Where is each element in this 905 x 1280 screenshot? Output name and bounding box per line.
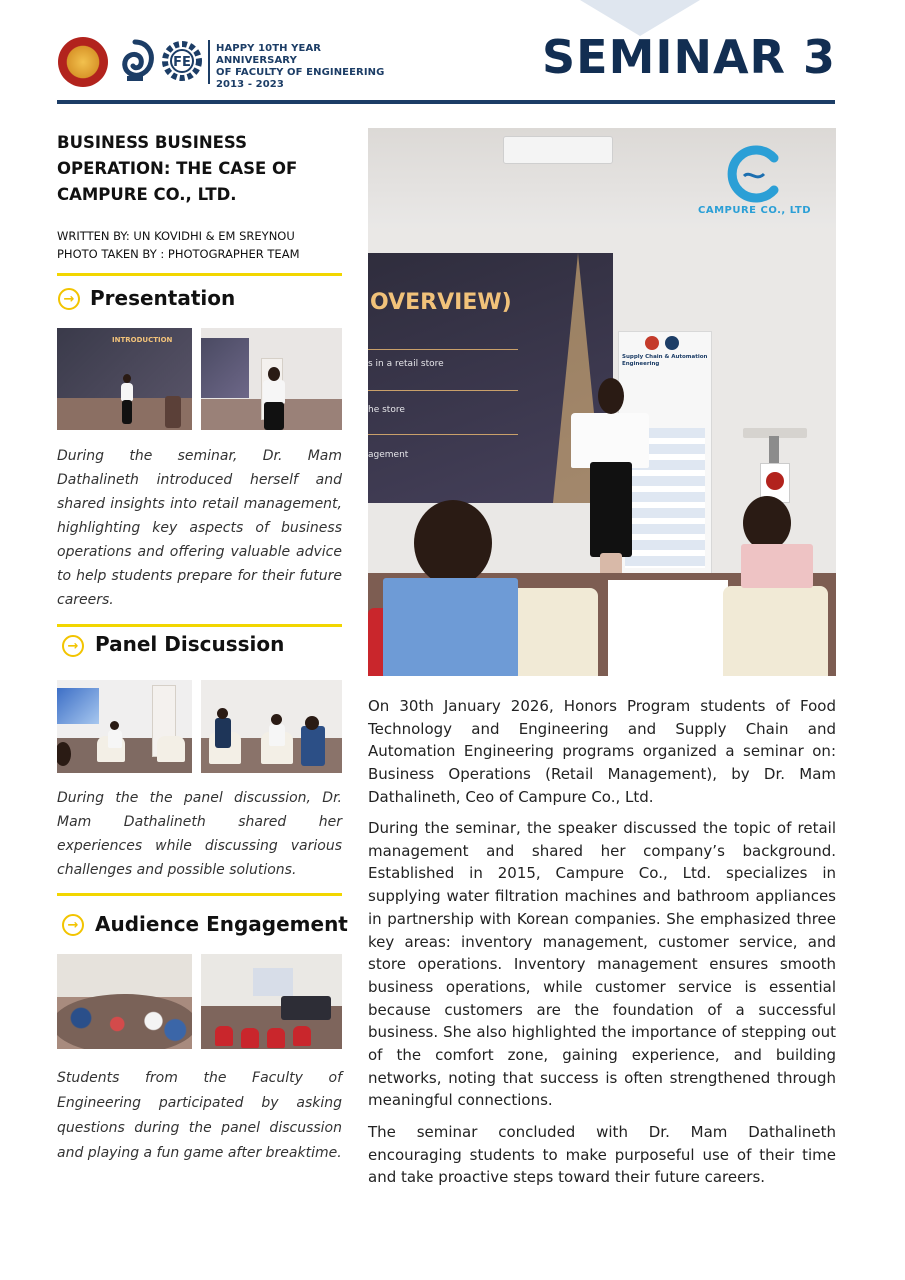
- seminar-title: SEMINAR 3: [542, 30, 836, 84]
- body-paragraph-3: The seminar concluded with Dr. Mam Dathalineth encouraging students to make purposeful use of their time and take proactive steps toward their future careers.: [368, 1123, 836, 1187]
- company-logo-text: CAMPURE CO., LTD: [698, 205, 812, 216]
- photo-credit: PHOTO TAKEN BY : PHOTOGRAPHER TEAM: [57, 247, 300, 261]
- standing-people: [281, 996, 331, 1020]
- main-seminar-photo: [368, 128, 836, 676]
- anniversary-line-2: OF FACULTY OF ENGINEERING: [216, 67, 385, 78]
- podium-seal: [766, 472, 784, 490]
- caption-audience: Students from the Faculty of Engineering participated by asking questions during the panel discussion and playing a fun game after breaktime.: [57, 1070, 342, 1161]
- projection-screen: [57, 688, 99, 724]
- podium: [165, 396, 181, 428]
- audience-head: [743, 496, 791, 550]
- anniversary-years: 2013 - 2023: [216, 79, 284, 90]
- panelist-figure: [269, 724, 285, 746]
- speaker-skirt: [122, 400, 132, 424]
- divider-panel: [57, 624, 342, 627]
- gear-engineering-logo: [160, 37, 204, 85]
- audience-student: [383, 578, 518, 676]
- red-chair: [215, 1026, 233, 1046]
- slide-rule: [368, 349, 518, 350]
- body-paragraph-1: On 30th January 2026, Honors Program students of Food Technology and Engineering and Supply Chain and Automation Engineering programs organized a seminar on: Business Operations (Retail Management), by Dr. Mam Dathalineth, Ceo of Campure Co., Ltd.: [368, 697, 836, 806]
- audience-figure: [301, 726, 325, 766]
- projection-screen: [253, 968, 293, 996]
- panel-photo-1: [57, 680, 192, 773]
- arrow-circle-icon: →: [58, 288, 80, 310]
- speaker-head: [598, 378, 624, 414]
- anniversary-line-1: HAPPY 10TH YEAR ANNIVERSARY: [216, 43, 322, 66]
- speaker-figure: [263, 380, 285, 404]
- table: [608, 580, 728, 676]
- caption-panel: During the the panel discussion, Dr. Mam Dathalineth shared her experiences while discussing various challenges and possible solutions.: [57, 790, 342, 878]
- faculty-spiral-logo: [113, 38, 157, 84]
- divider-presentation: [57, 273, 342, 276]
- panel-chair: [157, 736, 185, 762]
- panelist-head: [110, 721, 119, 730]
- speaker-skirt: [264, 402, 284, 430]
- speaker-head: [123, 374, 131, 383]
- slide-line-1: s in a retail store: [368, 359, 444, 369]
- projector: [503, 136, 613, 164]
- audience-crowd: [57, 994, 192, 1049]
- panelist-head: [271, 714, 282, 725]
- banner-title: Supply Chain & Automation Engineering: [622, 354, 708, 367]
- slide-heading: OVERVIEW): [370, 290, 512, 315]
- section-heading-panel: Panel Discussion: [95, 632, 285, 656]
- slide-rule: [368, 434, 518, 435]
- projection-screen: [201, 338, 249, 398]
- speaker-figure: [121, 383, 133, 401]
- caption-presentation: During the seminar, Dr. Mam Dathalineth introduced herself and shared insights into retail management, highlighting key aspects of business operations and offering valuable advice to help students prepare for their future careers.: [57, 448, 342, 608]
- section-heading-audience: Audience Engagement: [95, 912, 348, 936]
- presentation-photo-2: [201, 328, 342, 430]
- red-chair: [241, 1028, 259, 1048]
- banner-logo: [645, 336, 659, 350]
- audience-head: [414, 500, 492, 586]
- divider-audience: [57, 893, 342, 896]
- speaker-figure: [571, 413, 649, 468]
- speaker-head: [268, 367, 280, 381]
- company-logo: [726, 144, 786, 204]
- panelist-figure: [108, 730, 122, 748]
- svg-text:FE: FE: [173, 55, 191, 70]
- written-by: WRITTEN BY: UN KOVIDHI & EM SREYNOU: [57, 229, 295, 243]
- panelist-figure: [215, 718, 231, 748]
- article-title: BUSINESS BUSINESS OPERATION: THE CASE OF CAMPURE CO., LTD.: [57, 133, 298, 204]
- slide-title: INTRODUCTION: [112, 336, 173, 344]
- section-heading-presentation: Presentation: [90, 286, 236, 310]
- audience-photo-1: [57, 954, 192, 1049]
- red-chair: [293, 1026, 311, 1046]
- banner-logo: [665, 336, 679, 350]
- slide-rule: [368, 390, 518, 391]
- photo-wall: [57, 954, 192, 997]
- anniversary-text: [216, 43, 386, 91]
- audience-photo-2: [201, 954, 342, 1049]
- body-paragraph-2: During the seminar, the speaker discussed the topic of retail management and shared her company’s background. Established in 2015, Campure Co., Ltd. specializes in supplying water filtration machines and bathroom appliances in partnership with Korean companies. She emphasized three key areas: inventory management, customer service, and store operations. Inventory management ensures smooth business operations, while customer service is essential because customers are the foundation of a successful business. She also highlighted the importance of stepping out of the comfort zone, gaining experience, and building networks, noting that success is often strengthened through meaningful connections.: [368, 819, 836, 1110]
- red-chair: [267, 1028, 285, 1048]
- header-divider: [208, 40, 210, 84]
- panel-photo-2: [201, 680, 342, 773]
- university-seal-logo: [58, 37, 108, 87]
- arrow-circle-icon: →: [62, 914, 84, 936]
- audience-chair: [723, 586, 828, 676]
- slide-line-2: he store: [368, 405, 405, 415]
- presentation-photo-1: [57, 328, 192, 430]
- panelist-head: [217, 708, 228, 719]
- speaker-skirt: [590, 462, 632, 557]
- header-rule: [57, 100, 835, 104]
- slide-line-3: agement: [368, 450, 409, 460]
- audience-head: [305, 716, 319, 730]
- arrow-circle-icon: →: [62, 635, 84, 657]
- audience-student: [741, 544, 813, 588]
